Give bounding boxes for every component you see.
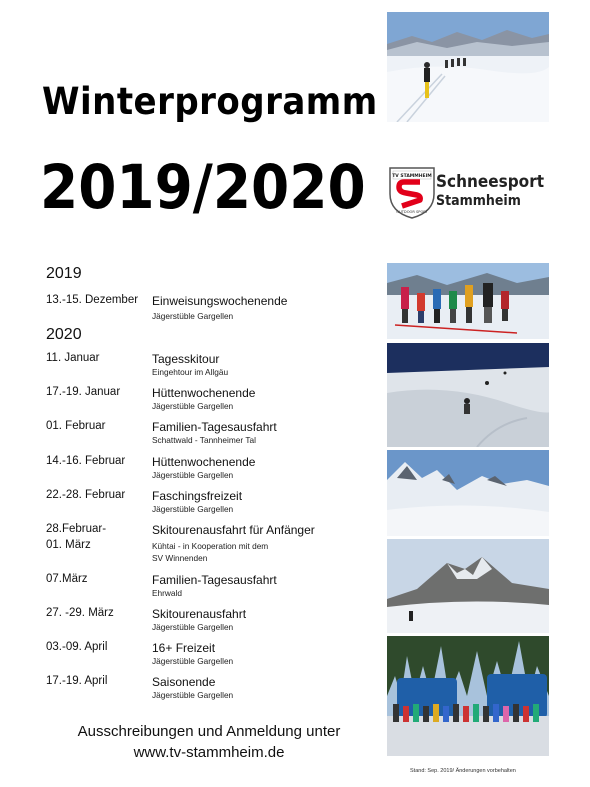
event-name: Hüttenwochenende: [152, 455, 256, 469]
svg-text:TV STAMMHEIM: TV STAMMHEIM: [392, 174, 432, 179]
tv-stammheim-logo: [386, 164, 438, 220]
event-location: Jägerstüble Gargellen: [152, 656, 234, 666]
page-title: Winterprogramm: [42, 80, 378, 123]
brand-name: [436, 172, 556, 210]
event-name: Hüttenwochenende: [152, 386, 256, 400]
event-date-end: 01. März: [46, 539, 91, 551]
status-note: Stand: Sep. 2019/ Änderungen vorbehalten: [410, 768, 516, 774]
event-name: Familien-Tagesausfahrt: [152, 573, 277, 587]
event-location: Ehrwald: [152, 588, 182, 598]
event-date: 01. Februar: [46, 420, 106, 432]
event-location: Jägerstüble Gargellen: [152, 470, 234, 480]
event-name: Einweisungswochenende: [152, 294, 288, 308]
event-name: Skitourenausfahrt für Anfänger: [152, 523, 315, 537]
year-heading-2019: 2019: [46, 265, 82, 282]
event-date: 17.-19. April: [46, 675, 108, 687]
event-name: Familien-Tagesausfahrt: [152, 420, 277, 434]
event-date: 14.-16. Februar: [46, 455, 126, 467]
photo-ski-touring: [387, 12, 549, 122]
event-date: 13.-15. Dezember: [46, 294, 139, 306]
event-date: 03.-09. April: [46, 641, 108, 653]
photo-mountain-panorama: [387, 450, 549, 536]
registration-text: Ausschreibungen und Anmeldung unter: [77, 723, 341, 740]
event-date: 07.März: [46, 573, 88, 585]
event-location: Eingehtour im Allgäu: [152, 367, 229, 377]
event-date: 28.Februar-: [46, 523, 107, 535]
year-heading-2020: 2020: [46, 326, 82, 343]
event-location: Schattwald - Tannheimer Tal: [152, 435, 256, 445]
website-link[interactable]: www.tv-stammheim.de: [133, 744, 285, 761]
event-name: Faschingsfreizeit: [152, 489, 243, 503]
event-name: 16+ Freizeit: [152, 641, 216, 655]
event-location: Jägerstüble Gargellen: [152, 504, 234, 514]
event-name: Saisonende: [152, 675, 216, 689]
event-location: Kühtai - in Kooperation mit dem: [152, 541, 269, 551]
event-date: 11. Januar: [46, 352, 100, 364]
photo-skiers-slope: [387, 343, 549, 447]
photo-ski-group: [387, 263, 549, 339]
event-location: Jägerstüble Gargellen: [152, 622, 234, 632]
brand-name-line1: Schneesport: [436, 172, 545, 192]
event-date: 27. -29. März: [46, 607, 114, 619]
season-title: 2019/2020: [40, 152, 366, 223]
photo-group-bus: [387, 636, 549, 756]
brand-name-line2: Stammheim: [436, 193, 521, 209]
event-location: Jägerstüble Gargellen: [152, 401, 234, 411]
photo-alpine-peak: [387, 539, 549, 633]
event-location: Jägerstüble Gargellen: [152, 311, 234, 321]
event-name: Skitourenausfahrt: [152, 607, 247, 621]
event-date: 22.-28. Februar: [46, 489, 126, 501]
event-name: Tagesskitour: [152, 352, 220, 366]
event-date: 17.-19. Januar: [46, 386, 121, 398]
event-location-cont: SV Winnenden: [152, 553, 208, 563]
svg-text:OUTDOOR SPORT: OUTDOOR SPORT: [396, 210, 428, 214]
event-location: Jägerstüble Gargellen: [152, 690, 234, 700]
